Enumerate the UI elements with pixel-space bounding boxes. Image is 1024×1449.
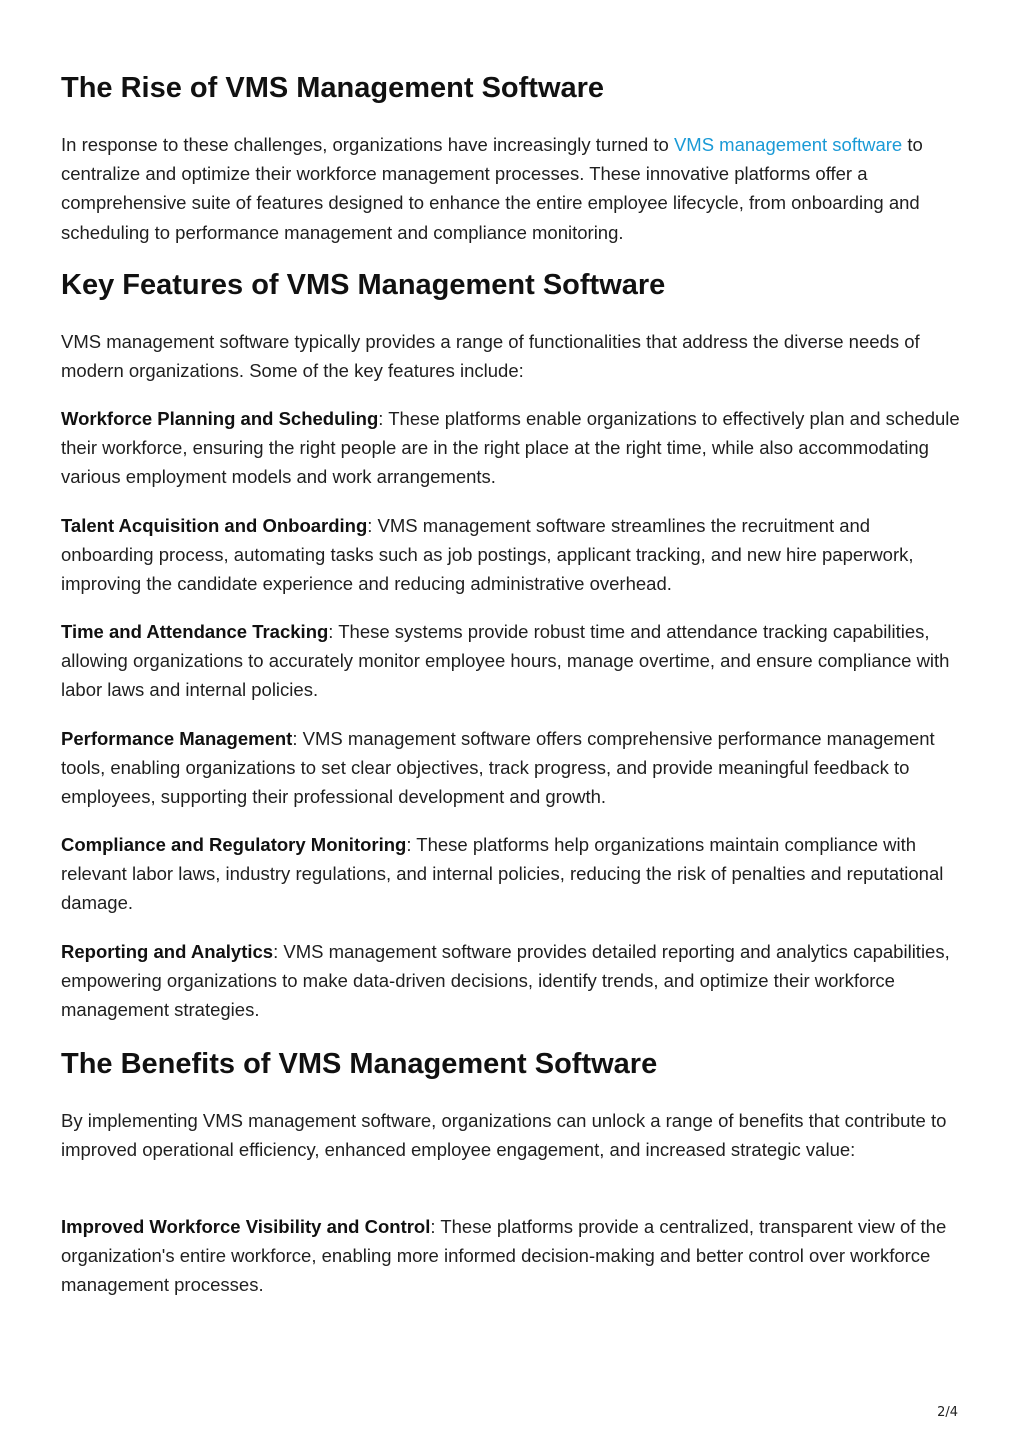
- feature-description: : VMS management software streamlines the recruitment and onboarding process, automating tasks such as job postings, applicant tracking, and new hire paperwork, improving the candidate experience and reducing administrative overhead.: [61, 515, 914, 595]
- feature-item: [61, 511, 966, 599]
- section-heading-key-features: Key Features of VMS Management Software: [61, 269, 666, 301]
- benefits-intro: By implementing VMS management software, organizations can unlock a range of benefits that contribute to improved operational efficiency, enhanced employee engagement, and increased strategic value:: [61, 1110, 947, 1161]
- benefit-item: [61, 1212, 966, 1300]
- vms-software-link[interactable]: VMS management software: [673, 134, 903, 155]
- section-heading-rise: The Rise of VMS Management Software: [61, 72, 605, 104]
- key-features-intro: VMS management software typically provides a range of functionalities that address the diverse needs of modern organizations. Some of the key features include:: [61, 331, 920, 382]
- feature-description: : VMS management software offers comprehensive performance management tools, enabling organizations to set clear objectives, track progress, and provide meaningful feedback to employees, supporting their professional development and growth.: [61, 728, 935, 808]
- benefit-term: Improved Workforce Visibility and Control: [61, 1216, 431, 1237]
- rise-text-after-link: to centralize and optimize their workforce management processes. These innovative platforms offer a comprehensive suite of features designed to enhance the entire employee lifecycle, from onboarding and scheduling to performance management and compliance monitoring.: [61, 134, 923, 243]
- feature-item: [61, 404, 966, 492]
- rise-paragraph: [61, 130, 966, 247]
- feature-term: Workforce Planning and Scheduling: [61, 408, 379, 429]
- feature-term: Time and Attendance Tracking: [61, 621, 329, 642]
- rise-text-before-link: In response to these challenges, organizations have increasingly turned to: [61, 134, 674, 155]
- feature-description: : These platforms help organizations maintain compliance with relevant labor laws, industry regulations, and internal policies, reducing the risk of penalties and reputational damage.: [61, 834, 944, 914]
- feature-item: [61, 724, 966, 812]
- feature-term: Reporting and Analytics: [61, 941, 274, 962]
- feature-description: : These systems provide robust time and attendance tracking capabilities, allowing organizations to accurately monitor employee hours, manage overtime, and ensure compliance with labor laws and internal policies.: [61, 621, 950, 701]
- feature-term: Performance Management: [61, 728, 293, 749]
- section-heading-benefits: The Benefits of VMS Management Software: [61, 1048, 658, 1080]
- feature-term: Talent Acquisition and Onboarding: [61, 515, 368, 536]
- page-number: 2/4: [937, 1405, 958, 1420]
- benefit-description: : These platforms provide a centralized, transparent view of the organization's entire workforce, enabling more informed decision-making and better control over workforce management processes.: [61, 1216, 947, 1296]
- feature-item: [61, 617, 966, 705]
- feature-item: [61, 830, 966, 918]
- feature-description: : VMS management software provides detailed reporting and analytics capabilities, empowering organizations to make data-driven decisions, identify trends, and optimize their workforce management strategies.: [61, 941, 950, 1021]
- feature-description: : These platforms enable organizations to effectively plan and schedule their workforce, ensuring the right people are in the right place at the right time, while also accommodating various employment models and work arrangements.: [61, 408, 960, 488]
- feature-term: Compliance and Regulatory Monitoring: [61, 834, 407, 855]
- feature-item: [61, 937, 966, 1025]
